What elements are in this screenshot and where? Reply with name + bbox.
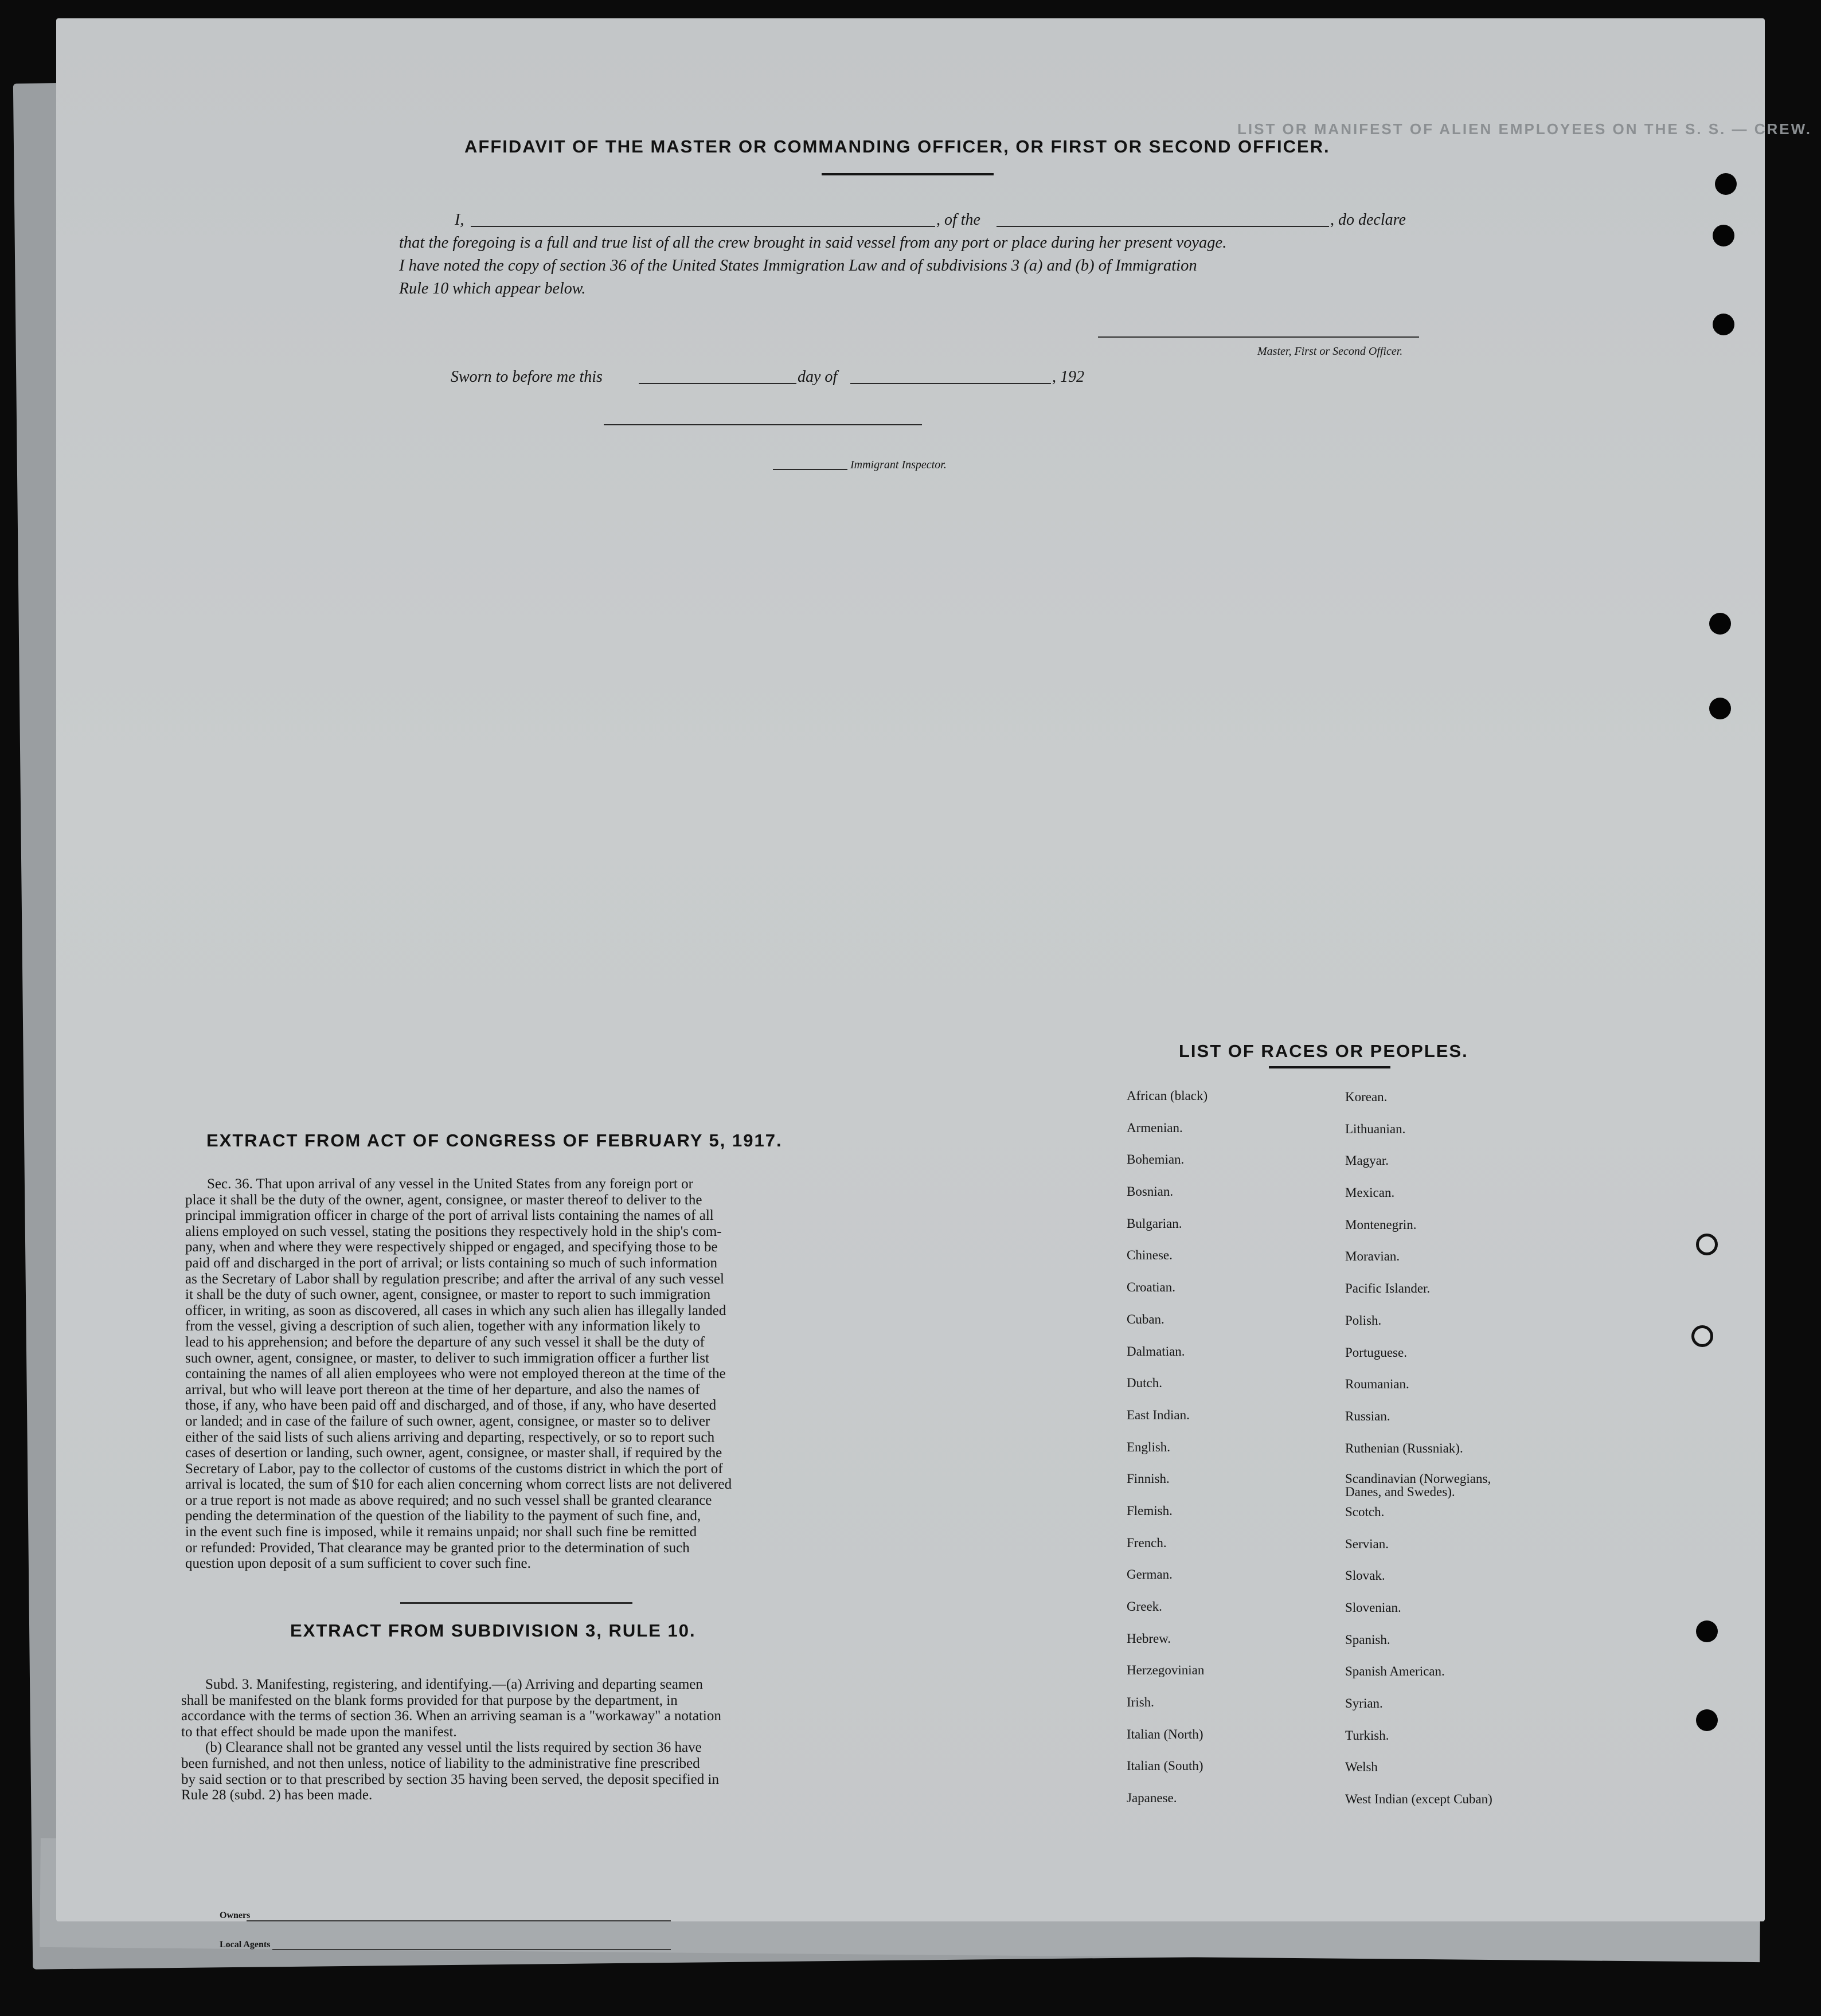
race-item: Spanish.: [1345, 1632, 1390, 1647]
rule-line: (b) Clearance shall not be granted any vessel until the lists required by section 36 have: [205, 1740, 702, 1756]
race-item: Lithuanian.: [1345, 1121, 1406, 1136]
act-line: those, if any, who have been paid off and discharged, and of those, if any, who have deserted: [185, 1398, 717, 1414]
race-item: Slovak.: [1345, 1568, 1385, 1583]
race-item: Dutch.: [1127, 1376, 1162, 1391]
races-right-column: [1345, 1089, 1511, 1823]
race-item: Irish.: [1127, 1695, 1154, 1710]
punch-hole: [1713, 314, 1734, 335]
act-line: or a true report is not made as above required; and no such vessel shall be granted clearance: [185, 1492, 712, 1508]
race-item: Japanese.: [1127, 1791, 1177, 1806]
act-line: from the vessel, giving a description of such alien, together with any information likely to: [185, 1318, 701, 1334]
race-item: Syrian.: [1345, 1696, 1383, 1711]
race-item: Hebrew.: [1127, 1631, 1171, 1646]
race-item: Chinese.: [1127, 1248, 1173, 1263]
race-item: Scandinavian (Norwegians, Danes, and Swedes).: [1345, 1471, 1491, 1500]
races-title: LIST OF RACES OR PEOPLES.: [1179, 1041, 1468, 1061]
local-agents-label: Local Agents: [220, 1940, 271, 1950]
inspector-signature-field[interactable]: [604, 424, 922, 425]
punch-hole: [1709, 613, 1731, 635]
act-line: officer, in writing, as soon as discovered, all cases in which any such alien has illegally landed: [185, 1302, 726, 1318]
act-line: aliens employed on such vessel, stating the positions they respectively hold in the ship's com-: [185, 1223, 722, 1239]
act-line: arrival, but who will leave port thereon at the time of her departure, and also the names of: [185, 1381, 700, 1398]
race-item: Armenian.: [1127, 1120, 1183, 1135]
race-item: English.: [1127, 1439, 1171, 1454]
declarant-name-field[interactable]: [471, 226, 935, 227]
race-item: German.: [1127, 1567, 1173, 1582]
vessel-name-field[interactable]: [997, 226, 1329, 227]
race-item: Dalmatian.: [1127, 1344, 1185, 1359]
owners-field[interactable]: [247, 1920, 671, 1921]
races-left-column: [1127, 1088, 1208, 1822]
rule-line: Rule 28 (subd. 2) has been made.: [181, 1787, 373, 1803]
punch-hole: [1709, 698, 1731, 719]
race-item: Polish.: [1345, 1313, 1382, 1328]
race-item: Finnish.: [1127, 1471, 1170, 1486]
race-item: Spanish American.: [1345, 1664, 1445, 1679]
day-of-label: day of: [798, 368, 838, 386]
act-line: such owner, agent, consignee, or master, to deliver to such immigration officer a further list: [185, 1350, 709, 1366]
extract-divider: [400, 1602, 632, 1604]
manifest-page: [56, 18, 1812, 1921]
rule-line: to that effect should be made upon the manifest.: [181, 1724, 457, 1740]
affidavit-line-3: I have noted the copy of section 36 of the United States Immigration Law and of subdivisions 3 (a) and (b) of Immigration: [399, 257, 1197, 275]
act-line: or refunded: Provided, That clearance may be granted prior to the determination of such: [185, 1540, 690, 1556]
race-item: Italian (South): [1127, 1759, 1203, 1774]
race-item: Portuguese.: [1345, 1345, 1407, 1360]
race-item: Magyar.: [1345, 1153, 1389, 1168]
race-item: Turkish.: [1345, 1728, 1389, 1743]
act-line: it shall be the duty of such owner, agent, consignee, or master to report to such immigration: [185, 1287, 711, 1303]
race-item: Slovenian.: [1345, 1600, 1401, 1615]
race-item: African (black): [1127, 1089, 1208, 1103]
race-item: Bulgarian.: [1127, 1216, 1182, 1231]
race-item: Bohemian.: [1127, 1152, 1185, 1167]
affidavit-title: AFFIDAVIT OF THE MASTER OR COMMANDING OFFICER, OR FIRST OR SECOND OFFICER.: [464, 136, 1330, 156]
inspector-caption: Immigrant Inspector.: [850, 459, 947, 471]
sworn-day-field[interactable]: [639, 383, 796, 384]
vessel-label: , of the: [936, 211, 980, 229]
punch-hole: [1713, 225, 1734, 246]
act-extract-text: [185, 1176, 885, 1572]
rule-line: shall be manifested on the blank forms provided for that purpose by the department, in: [181, 1692, 678, 1708]
bleed-through-heading: LIST OR MANIFEST OF ALIEN EMPLOYEES ON THE S. S. — CREW.: [1237, 120, 1812, 138]
owners-label: Owners: [220, 1911, 251, 1920]
race-item: Herzegovinian: [1127, 1663, 1205, 1678]
rule-line: been furnished, and not then unless, notice of liability to the administrative fine prescribed: [181, 1755, 700, 1771]
affidavit-title-rule: [822, 173, 994, 175]
race-item: Russian.: [1345, 1408, 1390, 1423]
local-agents-field[interactable]: [272, 1949, 671, 1950]
do-declare-label: , do declare: [1330, 211, 1406, 229]
rule-line: Subd. 3. Manifesting, registering, and identifying.—(a) Arriving and departing seamen: [205, 1677, 703, 1692]
act-line: either of the said lists of such aliens arriving and departing, respectively, or so to report such: [185, 1429, 715, 1445]
rule-extract-title: EXTRACT FROM SUBDIVISION 3, RULE 10.: [290, 1620, 696, 1641]
race-item: Bosnian.: [1127, 1184, 1174, 1199]
act-line: in the event such fine is imposed, while it remains unpaid; nor shall such fine be remitted: [185, 1524, 697, 1540]
race-item: Welsh: [1345, 1760, 1378, 1775]
rule-line: by said section or to that prescribed by section 35 having been served, the deposit specified in: [181, 1771, 719, 1787]
race-item: West Indian (except Cuban): [1345, 1792, 1492, 1807]
act-line: cases of desertion or landing, such owner, agent, consignee, or master shall, if required by the: [185, 1445, 722, 1461]
race-item: Roumanian.: [1345, 1377, 1409, 1392]
race-item: Italian (North): [1127, 1727, 1203, 1741]
act-line: as the Secretary of Labor shall by regulation prescribe; and after the arrival of any such vessel: [185, 1271, 724, 1287]
act-line: principal immigration officer in charge of the port of arrival lists containing the names of all: [185, 1208, 714, 1224]
inspector-caption-rule: [773, 469, 847, 470]
race-item: Pacific Islander.: [1345, 1281, 1431, 1296]
punch-hole: [1696, 1709, 1718, 1731]
race-item: French.: [1127, 1535, 1167, 1550]
race-item: Servian.: [1345, 1536, 1389, 1551]
race-item: Scotch.: [1345, 1504, 1385, 1519]
act-extract-title: EXTRACT FROM ACT OF CONGRESS OF FEBRUARY 5, 1917.: [206, 1130, 783, 1150]
race-item: Croatian.: [1127, 1280, 1175, 1295]
act-line: question upon deposit of a sum sufficient to cover such fine.: [185, 1556, 531, 1572]
races-title-rule: [1269, 1066, 1390, 1068]
race-item: East Indian.: [1127, 1407, 1190, 1422]
race-item: Moravian.: [1345, 1249, 1400, 1264]
race-item: Mexican.: [1345, 1185, 1395, 1200]
punch-hole: [1696, 1234, 1718, 1255]
punch-hole: [1715, 173, 1737, 195]
act-line: lead to his apprehension; and before the departure of any such vessel it shall be the duty of: [185, 1334, 705, 1350]
rule-line: accordance with the terms of section 36. When an arriving seaman is a "workaway" a notation: [181, 1708, 721, 1724]
declarant-label: I,: [455, 211, 464, 229]
race-item: Ruthenian (Russniak).: [1345, 1440, 1463, 1455]
affidavit-line-2: that the foregoing is a full and true list of all the crew brought in said vessel from any port or place during her present voyage.: [399, 234, 1227, 252]
punch-hole: [1691, 1325, 1713, 1347]
sworn-year-label: , 192: [1052, 368, 1084, 386]
race-item: Greek.: [1127, 1599, 1162, 1614]
race-item: Flemish.: [1127, 1503, 1173, 1518]
rule-extract-text: [181, 1677, 884, 1803]
act-line: pending the determination of the question of the liability to the payment of such fine, and,: [185, 1508, 701, 1524]
race-item: Korean.: [1345, 1090, 1388, 1104]
act-line: place it shall be the duty of the owner, agent, consignee, or master thereof to deliver to the: [185, 1192, 702, 1208]
act-line: or landed; and in case of the failure of such owner, agent, consignee, or master so to deliver: [185, 1413, 710, 1429]
act-line: arrival is located, the sum of $10 for each alien concerning whom correct lists are not delivered: [185, 1477, 732, 1493]
punch-hole: [1696, 1620, 1718, 1642]
act-line: pany, when and where they were respectively shipped or engaged, and specifying those to be: [185, 1239, 718, 1255]
act-line: containing the names of all alien employees who were not employed thereon at the time of the: [185, 1366, 726, 1382]
master-signature-field[interactable]: [1098, 336, 1419, 338]
race-item: Cuban.: [1127, 1312, 1164, 1326]
act-line: paid off and discharged in the port of arrival; or lists containing so much of such information: [185, 1255, 718, 1271]
sworn-label: Sworn to before me this: [451, 368, 603, 386]
race-item: Montenegrin.: [1345, 1217, 1417, 1232]
act-line: Sec. 36. That upon arrival of any vessel in the United States from any foreign port or: [207, 1176, 693, 1192]
act-line: Secretary of Labor, pay to the collector of customs of the customs district in which the port of: [185, 1461, 723, 1477]
affidavit-line-4: Rule 10 which appear below.: [399, 280, 586, 297]
sworn-month-field[interactable]: [850, 383, 1051, 384]
master-signature-caption: Master, First or Second Officer.: [1257, 345, 1403, 358]
